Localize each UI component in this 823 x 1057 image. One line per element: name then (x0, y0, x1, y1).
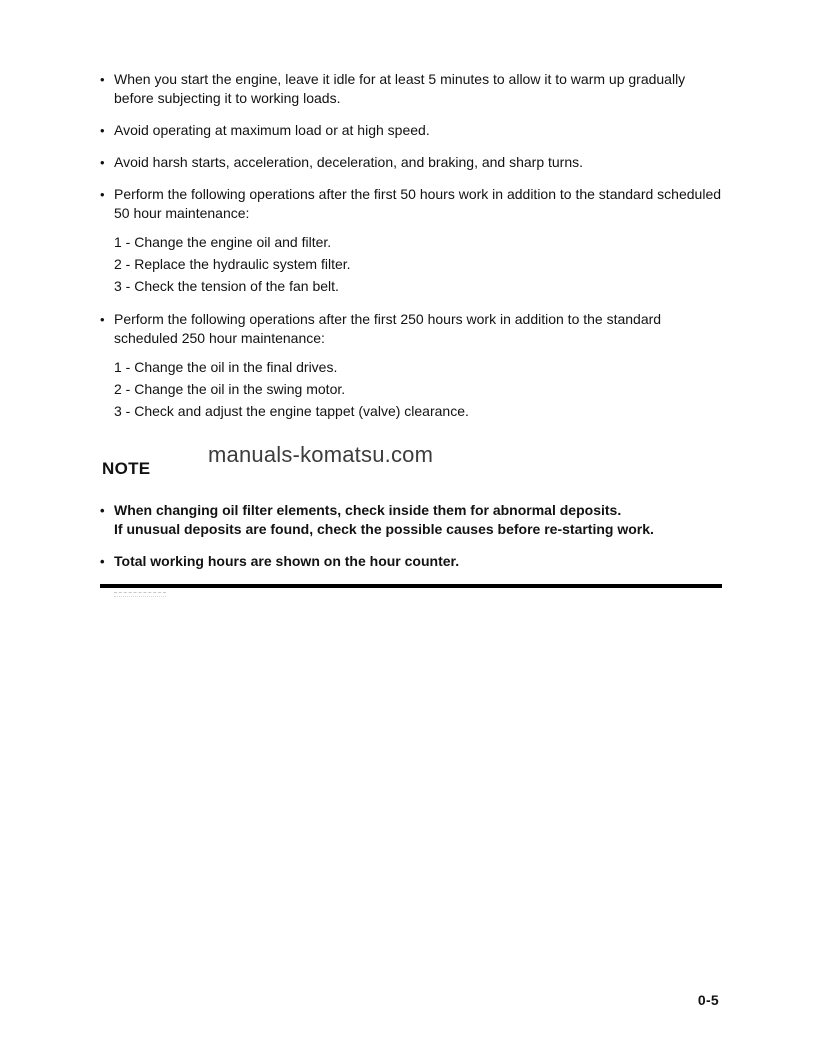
sublist-item: 2 - Change the oil in the swing motor. (114, 381, 346, 397)
note-heading-row (100, 442, 722, 490)
bullet-marker: • (100, 554, 105, 569)
bullet-item (100, 121, 722, 140)
bullet-marker: • (100, 187, 105, 202)
bullet-text: Avoid operating at maximum load or at high speed. (114, 122, 430, 138)
bullet-text-lead: Perform the following operations after the first 50 hours work in addition to the standard scheduled 50 hour maintenance: (114, 186, 722, 221)
note-bullet-text (114, 501, 722, 539)
bullet-text (114, 310, 722, 422)
sublist-item: 3 - Check the tension of the fan belt. (114, 278, 339, 294)
scan-artifact-mark (114, 592, 166, 597)
bullet-text: When you start the engine, leave it idle for at least 5 minutes to allow it to warm up gradually before subjecting it to working loads. (114, 71, 686, 106)
sublist-item: 3 - Check and adjust the engine tappet (valve) clearance. (114, 403, 469, 419)
note-bullet-item (100, 501, 722, 539)
sublist-item: 2 - Replace the hydraulic system filter. (114, 256, 351, 272)
sublist-item: 1 - Change the engine oil and filter. (114, 234, 332, 250)
sublist-item: 1 - Change the oil in the final drives. (114, 359, 338, 375)
watermark-text: manuals-komatsu.com (208, 442, 434, 467)
bullet-item (100, 153, 722, 172)
bullet-text-lead: Perform the following operations after the first 250 hours work in addition to the standard scheduled 250 hour maintenance: (114, 311, 662, 346)
note-bullet-line: Total working hours are shown on the hour counter. (114, 553, 460, 569)
page-content (100, 70, 722, 597)
bullet-item (100, 185, 722, 297)
numbered-sublist (114, 231, 722, 297)
section-divider-rule (100, 584, 722, 588)
bullet-marker: • (100, 312, 105, 327)
bullet-marker: • (100, 72, 105, 87)
bullet-item (100, 310, 722, 422)
note-bullet-line: When changing oil filter elements, check inside them for abnormal deposits. (114, 502, 622, 518)
numbered-sublist (114, 356, 722, 422)
bullet-item (100, 70, 722, 108)
bullet-text: Avoid harsh starts, acceleration, deceleration, and braking, and sharp turns. (114, 154, 584, 170)
note-bullet-line: If unusual deposits are found, check the possible causes before re-starting work. (114, 521, 654, 537)
note-bullet-item (100, 552, 722, 571)
bullet-text (114, 185, 722, 297)
note-heading: NOTE (102, 459, 151, 478)
bullet-marker: • (100, 503, 105, 518)
bullet-marker: • (100, 123, 105, 138)
bullet-marker: • (100, 155, 105, 170)
page-number: 0-5 (697, 992, 719, 1008)
note-bullet-text (114, 552, 722, 571)
